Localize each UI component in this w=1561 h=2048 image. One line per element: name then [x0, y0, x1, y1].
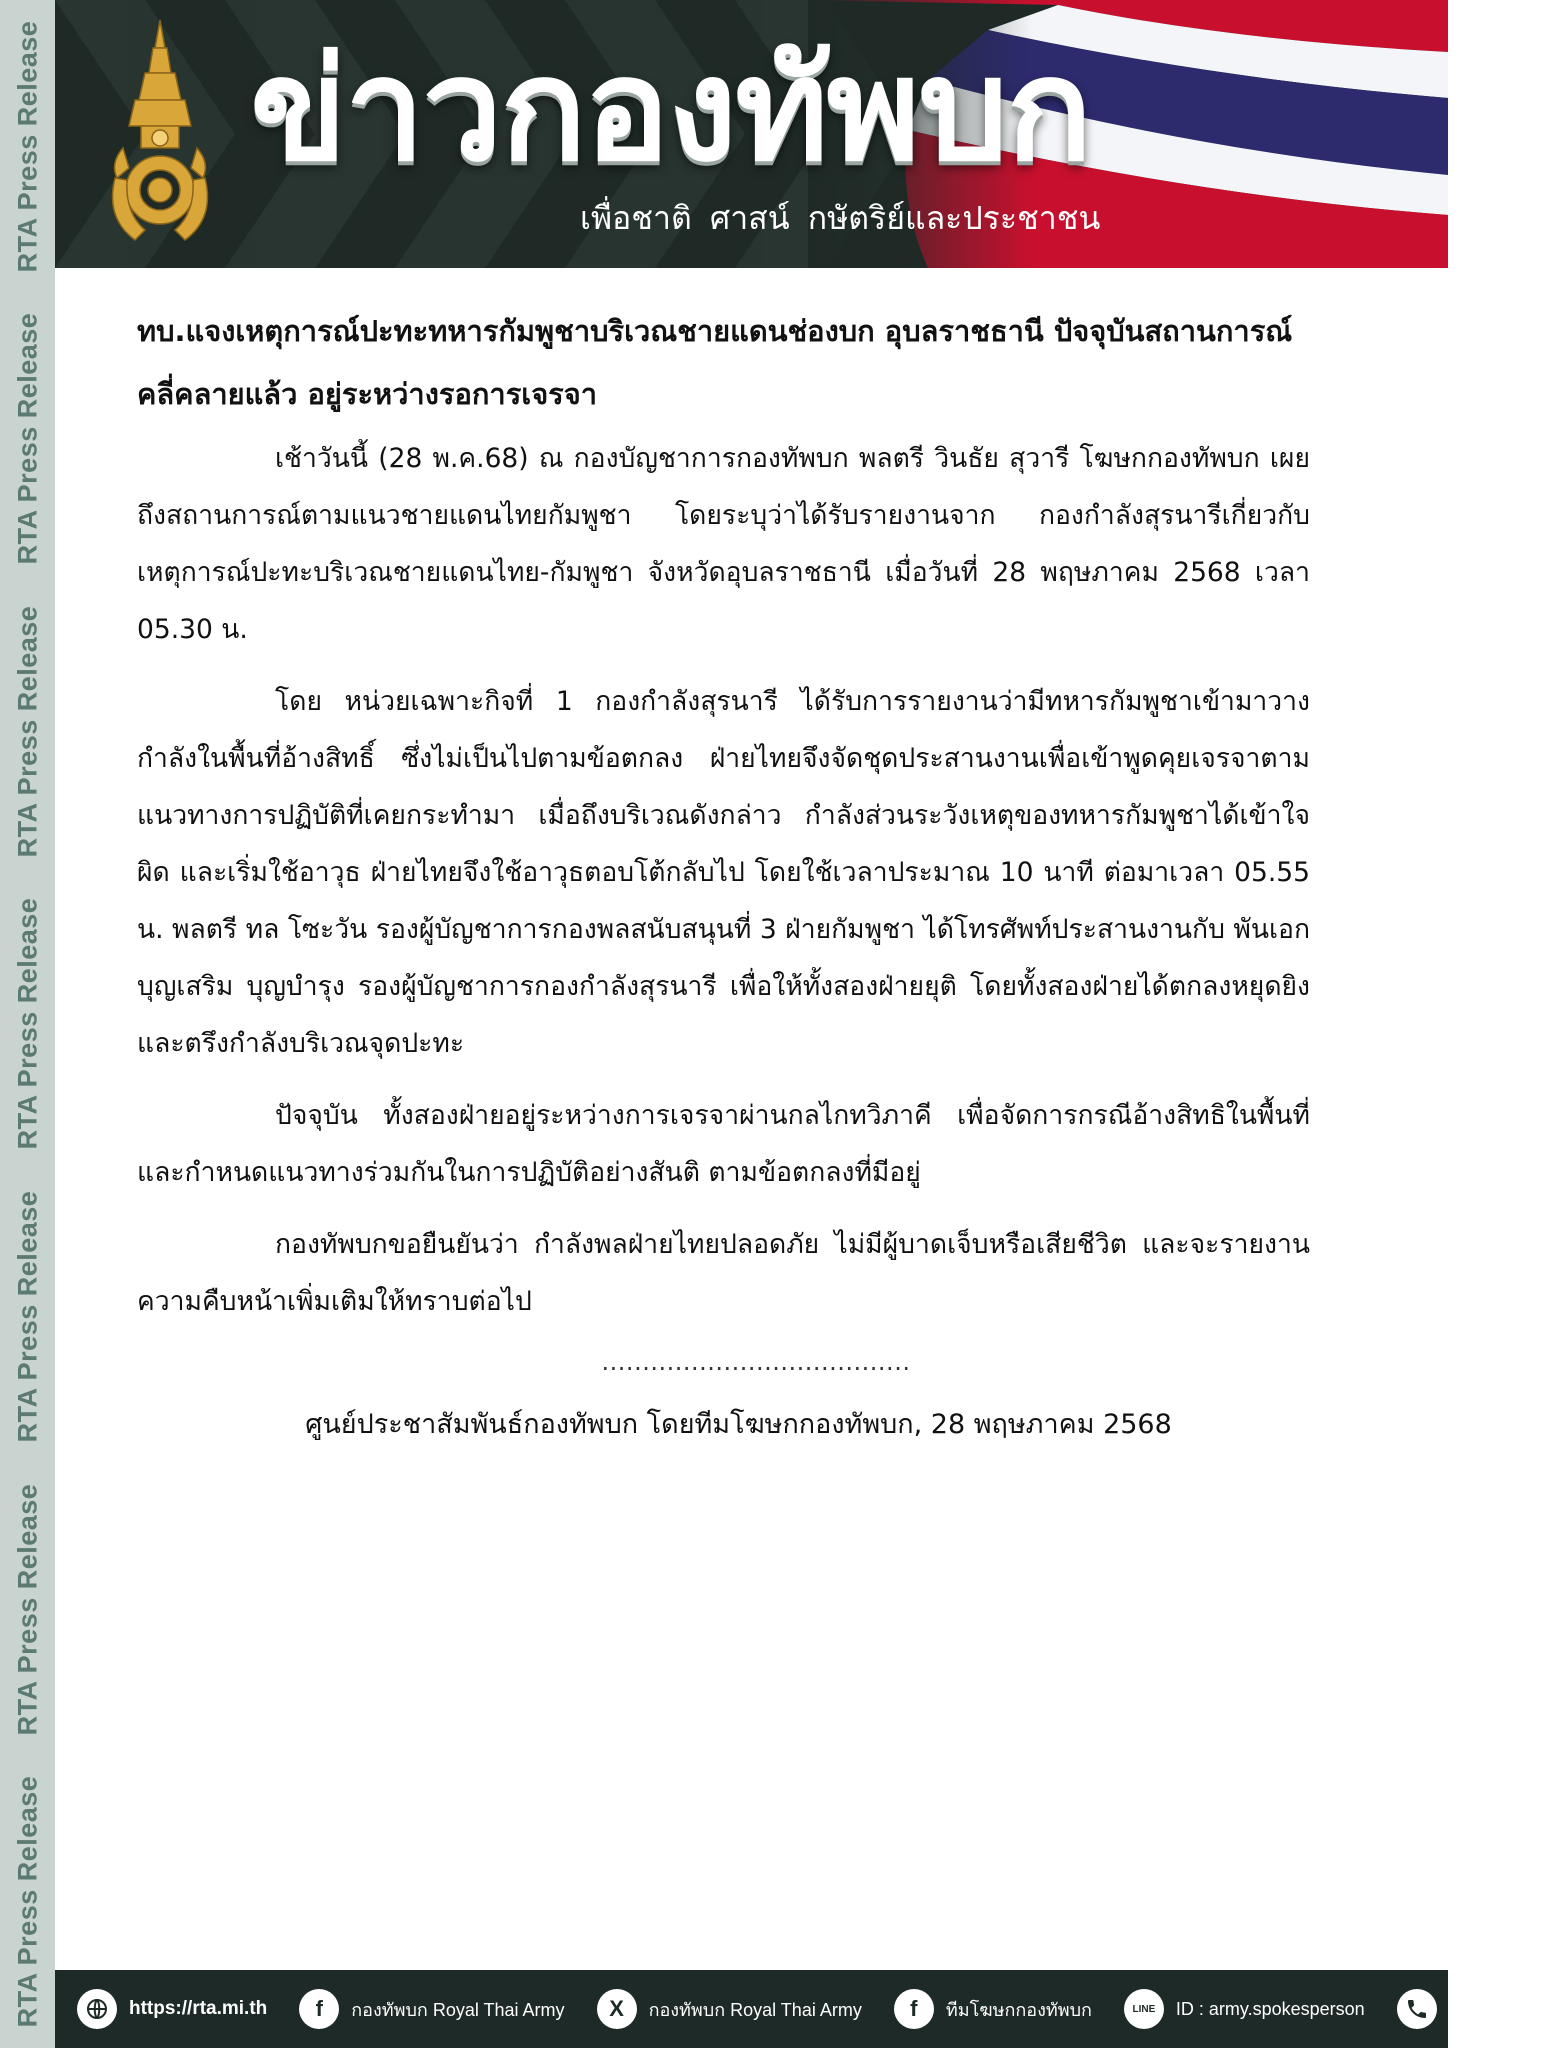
footer-facebook-spokes[interactable] [894, 1989, 1092, 2029]
side-strip-label: RTA Press Release [12, 1775, 43, 2028]
footer-contact-bar [55, 1970, 1561, 2048]
website-url[interactable]: https://rta.mi.th [129, 1998, 268, 2019]
facebook-page[interactable]: กองทัพบก Royal Thai Army [351, 1999, 565, 2020]
facebook-icon: f [299, 1989, 339, 2029]
side-strip-label: RTA Press Release [12, 898, 43, 1150]
footer-website[interactable] [77, 1989, 267, 2029]
footer-phone[interactable] [1397, 1989, 1561, 2029]
masthead-motto: เพื่อชาติ ศาสน์ กษัตริย์และประชาชน [580, 199, 1101, 237]
header-banner [55, 0, 1448, 268]
side-strip [0, 0, 55, 2048]
phone-icon [1397, 1989, 1437, 2029]
signature-line: ศูนย์ประชาสัมพันธ์กองทัพบก โดยทีมโฆษกกองทัพบก, 28 พฤษภาคม 2568 [305, 1409, 1172, 1440]
side-strip-label: RTA Press Release [12, 605, 43, 858]
side-strip-label: RTA Press Release [12, 313, 43, 565]
line-icon: LINE [1124, 1989, 1164, 2029]
headline: ทบ.แจงเหตุการณ์ปะทะทหารกัมพูชาบริเวณชายแดนช่องบก อุบลราชธานี ปัจจุบันสถานการณ์คลี่คลายแล้ว อยู่ระหว่างรอการเจรจา [137, 314, 1293, 411]
press-release-body [137, 300, 1310, 1450]
footer-x[interactable] [597, 1989, 862, 2029]
royal-thai-army-emblem-icon [105, 18, 215, 248]
facebook-icon: f [894, 1989, 934, 2029]
globe-icon [77, 1989, 117, 2029]
masthead-title: ข่าวกองทัพบก [250, 28, 1091, 193]
footer-line[interactable] [1124, 1989, 1365, 2029]
paragraph: เช้าวันนี้ (28 พ.ค.68) ณ กองบัญชาการกองทัพบก พลตรี วินธัย สุวารี โฆษกกองทัพบก เผยถึงสถานการณ์ตามแนวชายแดนไทยกัมพูชา โดยระบุว่าได้รับรายงานจาก กองกำลังสุรนารีเกี่ยวกับเหตุการณ์ปะทะบริเวณชายแดนไทย-กัมพูชา จังหวัดอุบลราชธานี เมื่อวันที่ 28 พฤษภาคม 2568 เวลา 05.30 น. [137, 443, 1310, 645]
facebook-spokes-page[interactable]: ทีมโฆษกกองทัพบก [945, 1999, 1092, 2020]
dotted-separator: ...................................... [601, 1348, 911, 1376]
paragraph: กองทัพบกขอยืนยันว่า กำลังพลฝ่ายไทยปลอดภัย ไม่มีผู้บาดเจ็บหรือเสียชีวิต และจะรายงานความคืบหน้าเพิ่มเติมให้ทราบต่อไป [137, 1229, 1310, 1317]
x-icon: X [597, 1989, 637, 2029]
phone-number[interactable]: 084-986-5379 [1448, 1998, 1561, 2019]
side-text-column [0, 0, 55, 2048]
x-account[interactable]: กองทัพบก Royal Thai Army [648, 1999, 862, 2020]
paragraph: ปัจจุบัน ทั้งสองฝ่ายอยู่ระหว่างการเจรจาผ่านกลไกทวิภาคี เพื่อจัดการกรณีอ้างสิทธิในพื้นที่และกำหนดแนวทางร่วมกันในการปฏิบัติอย่างสันติ ตามข้อตกลงที่มีอยู่ [137, 1100, 1310, 1188]
side-strip-label: RTA Press Release [12, 1190, 43, 1443]
side-strip-label: RTA Press Release [12, 1483, 43, 1735]
side-strip-label: RTA Press Release [12, 20, 43, 273]
paragraph: โดย หน่วยเฉพาะกิจที่ 1 กองกำลังสุรนารี ได้รับการรายงานว่ามีทหารกัมพูชาเข้ามาวางกำลังในพื้นที่อ้างสิทธิ์ ซึ่งไม่เป็นไปตามข้อตกลง ฝ่ายไทยจึงจัดชุดประสานงานเพื่อเข้าพูดคุยเจรจาตามแนวทางการปฏิบัติที่เคยกระทำมา เมื่อถึงบริเวณดังกล่าว กำลังส่วนระวังเหตุของทหารกัมพูชาได้เข้าใจผิด และเริ่มใช้อาวุธ ฝ่ายไทยจึงใช้อาวุธตอบโต้กลับไป โดยใช้เวลาประมาณ 10 นาที ต่อมาเวลา 05.55 น. พลตรี ทล โซะวัน รองผู้บัญชาการกองพลสนับสนุนที่ 3 ฝ่ายกัมพูชา ได้โทรศัพท์ประสานงานกับ พันเอก บุญเสริม บุญบำรุง รองผู้บัญชาการกองกำลังสุรนารี เพื่อให้ทั้งสองฝ่ายยุติ โดยทั้งสองฝ่ายได้ตกลงหยุดยิงและตรึงกำลังบริเวณจุดปะทะ [137, 686, 1310, 1059]
footer-facebook[interactable] [299, 1989, 564, 2029]
line-id[interactable]: ID : army.spokesperson [1175, 1998, 1365, 2019]
